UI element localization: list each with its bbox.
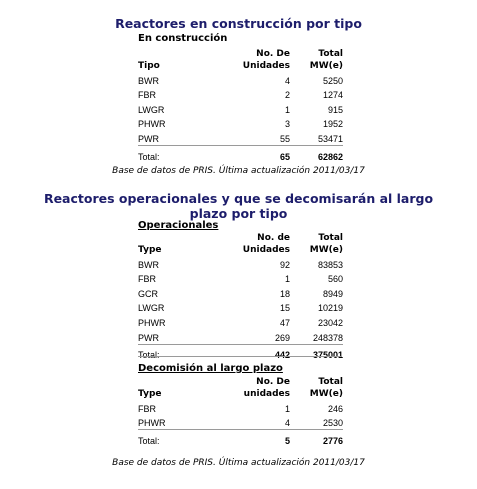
- cell-units: 1: [284, 403, 290, 414]
- cell-mw: 1952: [322, 119, 343, 130]
- construction-table: [138, 44, 343, 163]
- total-label: Total:: [138, 344, 220, 361]
- table-row: [138, 101, 343, 116]
- cell-units: 55: [279, 133, 290, 144]
- section2-title: Reactores operacionales y que se decomisarán al largo plazo por tipo: [43, 191, 434, 221]
- header-type: Type: [138, 245, 162, 255]
- cell-units: 3: [284, 119, 290, 130]
- header-mw: Total MW(e): [309, 49, 343, 71]
- cell-mw: 83853: [317, 259, 343, 270]
- table-row: [138, 271, 343, 286]
- table-row: [138, 72, 343, 87]
- cell-type: GCR: [138, 288, 158, 299]
- cell-type: PHWR: [138, 119, 166, 130]
- table-row: [138, 256, 343, 271]
- total-units: 442: [220, 344, 290, 361]
- total-mw: 375001: [290, 344, 343, 361]
- header-type: Type: [138, 389, 162, 399]
- total-units: 65: [220, 145, 290, 162]
- table-row: [138, 116, 343, 131]
- cell-mw: 8949: [322, 288, 343, 299]
- operational-subtitle: Operacionales: [138, 220, 219, 231]
- cell-mw: 2530: [322, 418, 343, 429]
- total-row: [138, 430, 343, 447]
- section1-title: Reactores en construcción por tipo: [115, 16, 362, 31]
- table-row: [138, 87, 343, 102]
- cell-type: FBR: [138, 90, 156, 101]
- cell-mw: 10219: [317, 303, 343, 314]
- header-type: Tipo: [138, 61, 160, 71]
- operational-table: [138, 228, 343, 361]
- cell-units: 18: [279, 288, 290, 299]
- cell-type: PHWR: [138, 317, 166, 328]
- cell-type: PHWR: [138, 418, 166, 429]
- header-mw: Total MW(e): [309, 377, 343, 399]
- cell-units: 4: [284, 418, 290, 429]
- cell-units: 47: [279, 317, 290, 328]
- cell-mw: 248378: [312, 332, 343, 343]
- cell-units: 1: [284, 274, 290, 285]
- cell-units: 269: [274, 332, 290, 343]
- header-units: No. De Unidades: [242, 49, 290, 71]
- decommission-table: [138, 372, 343, 447]
- cell-type: BWR: [138, 75, 159, 86]
- total-mw: 62862: [290, 145, 343, 162]
- cell-mw: 560: [327, 274, 343, 285]
- table-row: [138, 285, 343, 300]
- table-row: [138, 300, 343, 315]
- cell-units: 4: [284, 75, 290, 86]
- cell-mw: 53471: [317, 133, 343, 144]
- cell-units: 1: [284, 104, 290, 115]
- total-label: Total:: [138, 430, 220, 447]
- header-mw: Total MW(e): [309, 233, 343, 255]
- table-row: [138, 400, 343, 415]
- cell-type: LWGR: [138, 303, 165, 314]
- table-row: [138, 314, 343, 329]
- cell-mw: 915: [327, 104, 343, 115]
- cell-type: PWR: [138, 133, 159, 144]
- cell-type: BWR: [138, 259, 159, 270]
- total-label: Total:: [138, 145, 220, 162]
- total-mw: 2776: [290, 430, 343, 447]
- total-row: [138, 344, 343, 361]
- total-row: [138, 145, 343, 162]
- cell-type: PWR: [138, 332, 159, 343]
- cell-units: 92: [279, 259, 290, 270]
- table-row: [138, 130, 343, 145]
- total-units: 5: [220, 430, 290, 447]
- cell-mw: 246: [327, 403, 343, 414]
- cell-type: LWGR: [138, 104, 165, 115]
- table-row: [138, 415, 343, 430]
- cell-mw: 1274: [322, 90, 343, 101]
- section2-footnote: Base de datos de PRIS. Última actualización 2011/03/17: [112, 458, 365, 468]
- cell-units: 15: [279, 303, 290, 314]
- table-row: [138, 329, 343, 344]
- cell-type: FBR: [138, 403, 156, 414]
- cell-units: 2: [284, 90, 290, 101]
- section1-subtitle: En construcción: [138, 33, 228, 44]
- decommission-subtitle: Decomisión al largo plazo: [138, 363, 283, 374]
- cell-mw: 23042: [317, 317, 343, 328]
- cell-type: FBR: [138, 274, 156, 285]
- cell-mw: 5250: [322, 75, 343, 86]
- section1-footnote: Base de datos de PRIS. Última actualización 2011/03/17: [112, 166, 365, 176]
- header-units: No. De unidades: [243, 377, 290, 399]
- header-units: No. de Unidades: [242, 233, 290, 255]
- section-divider: [138, 356, 342, 357]
